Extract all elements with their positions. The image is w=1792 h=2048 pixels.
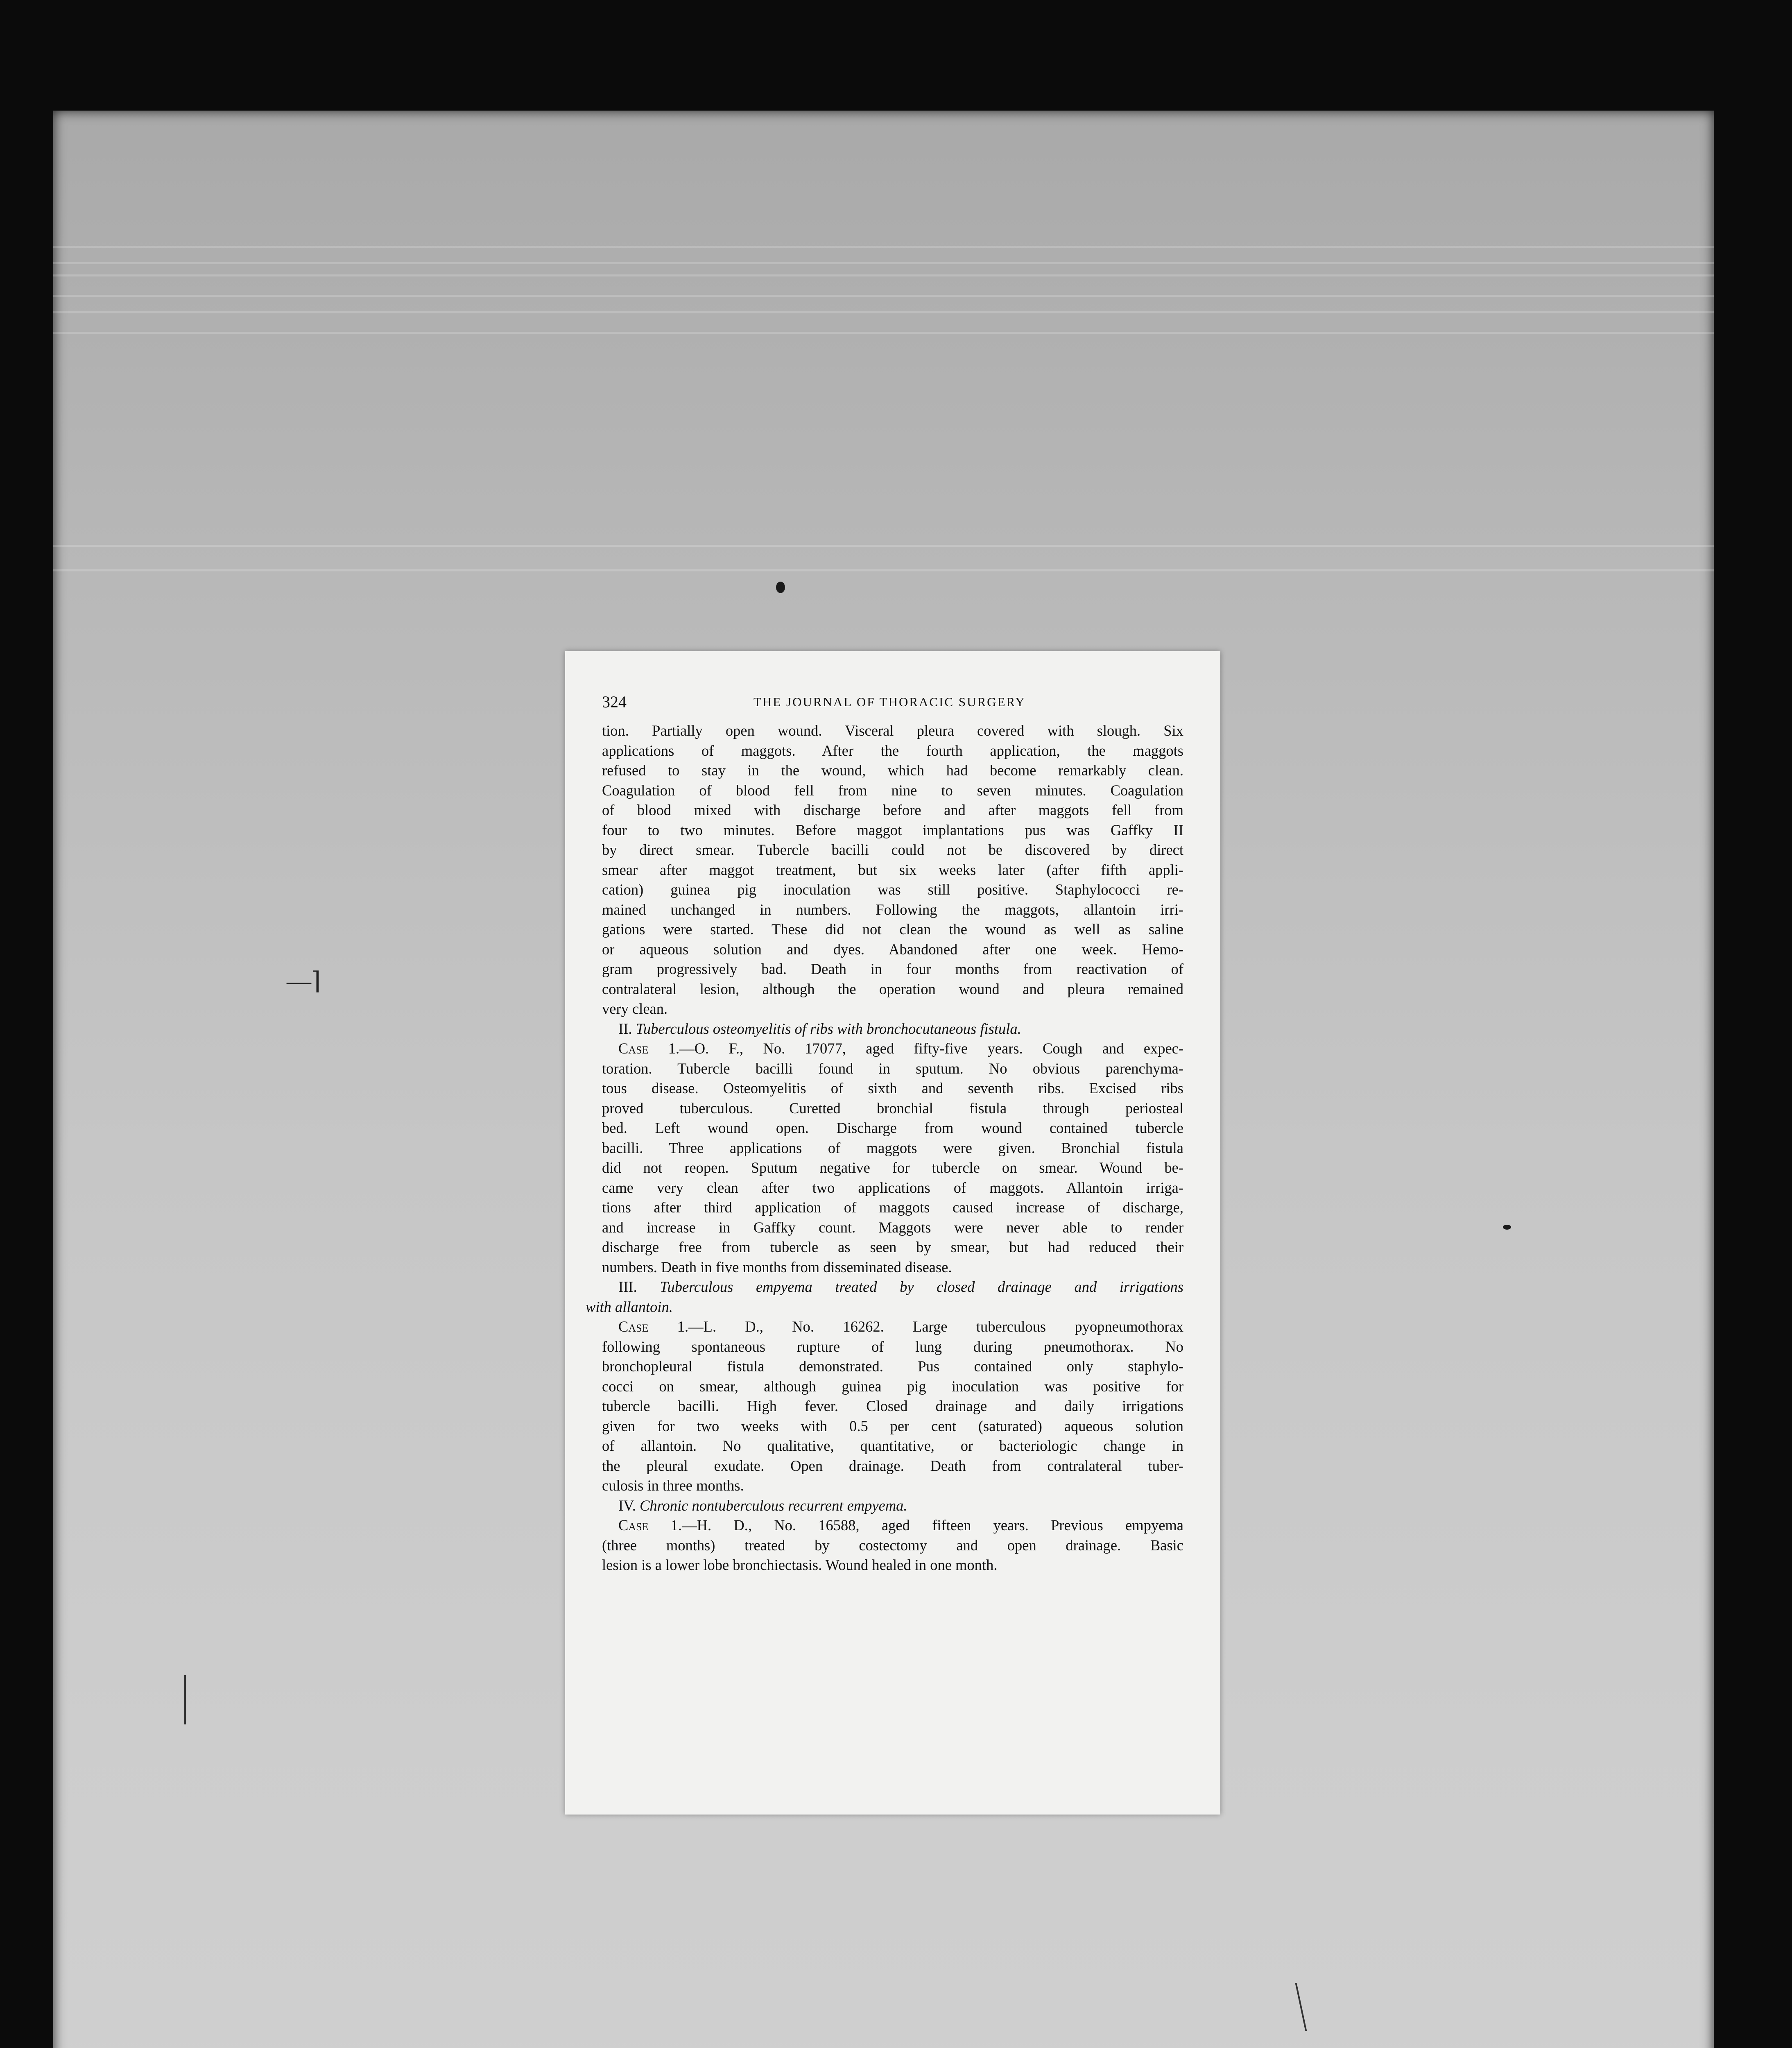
film-streak <box>53 569 1714 571</box>
text-line: cation) guinea pig inoculation was still positive. Staphylococci re- <box>602 881 1183 898</box>
section-numeral: III. <box>618 1278 637 1295</box>
film-streak <box>53 262 1714 264</box>
text-line: and increase in Gaffky count. Maggots were never able to render <box>602 1219 1183 1236</box>
text-line: (three months) treated by costectomy and open drainage. Basic <box>602 1536 1183 1554</box>
film-speck <box>776 582 785 593</box>
text-line: numbers. Death in five months from disseminated disease. <box>602 1258 952 1275</box>
film-streak <box>53 311 1714 313</box>
film-streak <box>53 295 1714 297</box>
text-line: lesion is a lower lobe bronchiectasis. Wound healed in one month. <box>602 1556 998 1573</box>
text-line: tubercle bacilli. High fever. Closed drainage and daily irrigations <box>602 1398 1183 1414</box>
intro-paragraph <box>602 721 1183 1019</box>
text-line: came very clean after two applications of maggots. Allantoin irriga- <box>602 1179 1183 1196</box>
text-line: given for two weeks with 0.5 per cent (saturated) aqueous solution <box>602 1417 1183 1434</box>
text-line: by direct smear. Tubercle bacilli could not be discovered by direct <box>602 841 1183 858</box>
text-line: cocci on smear, although guinea pig inoculation was positive for <box>602 1377 1183 1395</box>
text-line: of allantoin. No qualitative, quantitative, or bacteriologic change in <box>602 1437 1183 1454</box>
section-heading-3 <box>586 1277 1183 1317</box>
text-line: —H. D., No. 16588, aged fifteen years. Previous empyema <box>682 1517 1183 1534</box>
text-line: four to two minutes. Before maggot implantations pus was Gaffky II <box>602 821 1183 838</box>
text-line: bronchopleural fistula demonstrated. Pus contained only staphylo- <box>602 1358 1183 1375</box>
text-line: smear after maggot treatment, but six weeks later (after fifth appli- <box>602 861 1183 878</box>
text-line: toration. Tubercle bacilli found in sputum. No obvious parenchyma- <box>602 1060 1183 1077</box>
text-line: tous disease. Osteomyelitis of sixth and seventh ribs. Excised ribs <box>602 1080 1183 1096</box>
case-label: Case 1. <box>618 1318 689 1335</box>
film-speck <box>1503 1225 1511 1230</box>
text-line: —O. F., No. 17077, aged fifty-five years. Cough and expec- <box>679 1040 1183 1057</box>
article-body <box>586 721 1183 1575</box>
journal-title: THE JOURNAL OF THORACIC SURGERY <box>753 695 1026 709</box>
case-paragraph-2 <box>602 1039 1183 1277</box>
film-scratch <box>184 1675 186 1724</box>
text-line: —L. D., No. 16262. Large tuberculous pyopneumothorax <box>688 1318 1183 1335</box>
case-label: Case 1. <box>618 1040 680 1057</box>
text-line: the pleural exudate. Open drainage. Death from contralateral tuber- <box>602 1457 1183 1474</box>
text-line: did not reopen. Sputum negative for tubercle on smear. Wound be- <box>602 1159 1183 1176</box>
text-line: refused to stay in the wound, which had become remarkably clean. <box>602 762 1183 779</box>
section-title: Tuberculous osteomyelitis of ribs with bronchocutaneous fistula. <box>636 1020 1021 1037</box>
page-number: 324 <box>602 693 627 711</box>
text-line: culosis in three months. <box>602 1477 744 1494</box>
section-heading-4 <box>602 1496 1183 1516</box>
film-streak <box>53 274 1714 276</box>
text-line: applications of maggots. After the fourth application, the maggots <box>602 742 1183 759</box>
pencil-mark: —⌉ <box>287 967 321 995</box>
section-title: Tuberculous empyema treated by closed drainage and irrigations <box>660 1278 1183 1295</box>
journal-page <box>565 651 1220 1815</box>
text-line: gations were started. These did not clean the wound as well as saline <box>602 921 1183 938</box>
text-line: of blood mixed with discharge before and after maggots fell from <box>602 802 1183 818</box>
text-line: contralateral lesion, although the operation wound and pleura remained <box>602 980 1183 997</box>
section-title: Chronic nontuberculous recurrent empyema. <box>640 1497 907 1514</box>
text-line: Coagulation of blood fell from nine to seven minutes. Coagulation <box>602 782 1183 799</box>
film-streak <box>53 246 1714 248</box>
section-numeral: II. <box>618 1020 632 1037</box>
case-paragraph-4 <box>602 1516 1183 1575</box>
film-streak <box>53 332 1714 334</box>
running-head <box>602 692 1192 717</box>
text-line: following spontaneous rupture of lung during pneumothorax. No <box>602 1338 1183 1355</box>
film-scratch <box>1295 1983 1307 2031</box>
text-line: mained unchanged in numbers. Following the maggots, allantoin irri- <box>602 901 1183 918</box>
section-numeral: IV. <box>618 1497 636 1514</box>
text-line: bacilli. Three applications of maggots were given. Bronchial fistula <box>602 1139 1183 1156</box>
text-line: or aqueous solution and dyes. Abandoned after one week. Hemo- <box>602 940 1183 958</box>
film-streak <box>53 545 1714 547</box>
case-label: Case 1. <box>618 1517 682 1534</box>
text-line: bed. Left wound open. Discharge from wound contained tubercle <box>602 1119 1183 1136</box>
text-line: very clean. <box>602 1000 668 1017</box>
text-line: proved tuberculous. Curetted bronchial fistula through periosteal <box>602 1099 1183 1117</box>
case-paragraph-3 <box>602 1317 1183 1496</box>
section-heading-2 <box>602 1019 1183 1039</box>
text-line: tion. Partially open wound. Visceral pleura covered with slough. Six <box>602 722 1183 739</box>
text-line: tions after third application of maggots caused increase of discharge, <box>602 1199 1183 1216</box>
text-line: gram progressively bad. Death in four months from reactivation of <box>602 961 1183 977</box>
text-line: discharge free from tubercle as seen by smear, but had reduced their <box>602 1239 1183 1255</box>
section-title-continued: with allantoin. <box>586 1298 673 1315</box>
